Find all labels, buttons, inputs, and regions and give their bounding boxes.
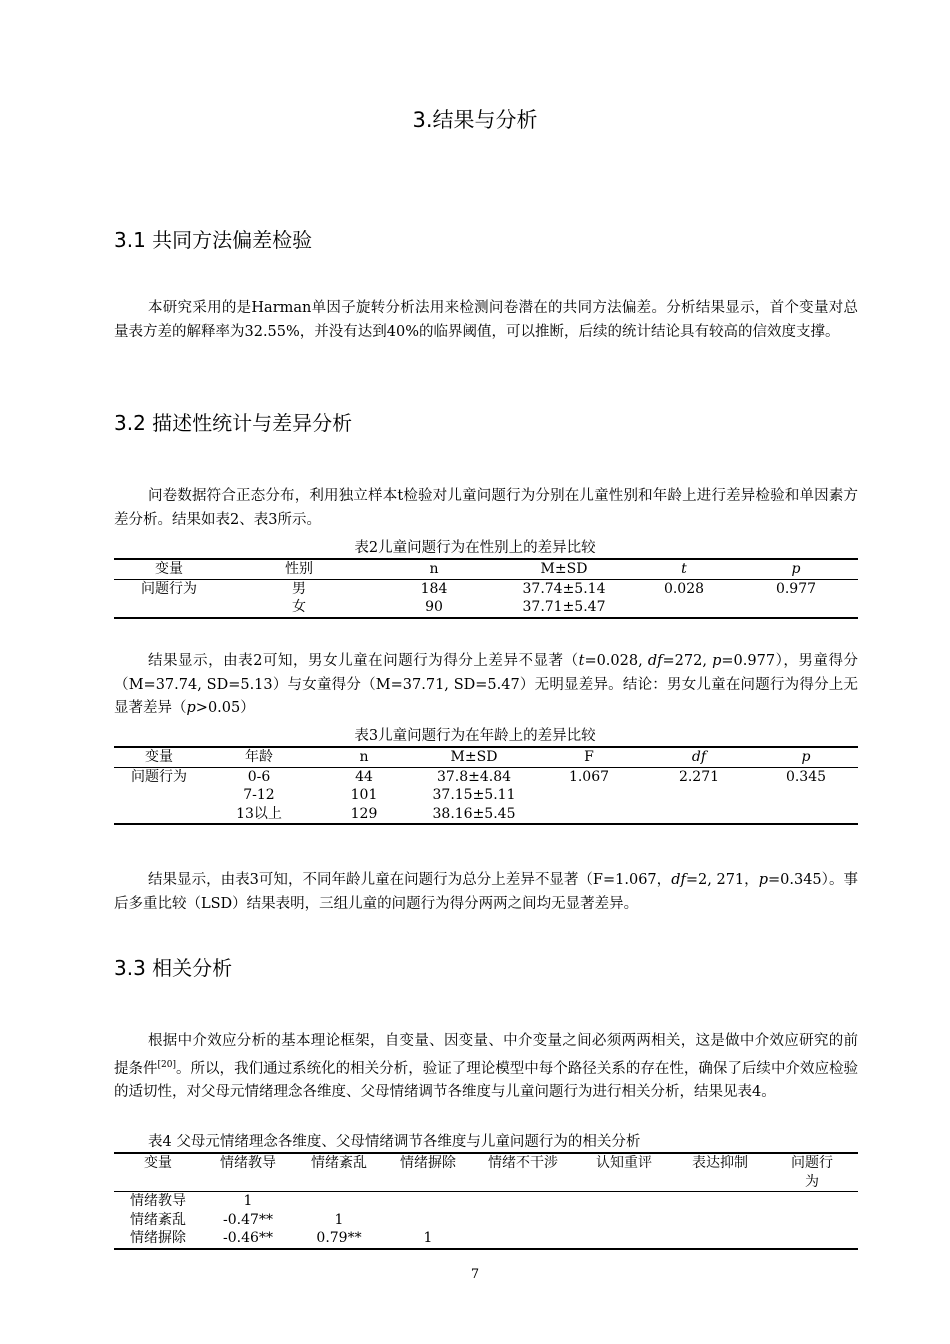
text-span: t [578,653,585,669]
table-cell [674,1229,766,1249]
table4-caption: 表4 父母元情绪理念各维度、父母情绪调节各维度与儿童问题行为的相关分析 [148,1134,641,1150]
text-span: p [186,700,196,716]
table-cell: 7-12 [243,787,275,803]
table-row [114,805,858,825]
table4-header-reappraisal: 认知重评 [574,1153,674,1192]
table-cell: 情绪摒除 [114,1229,202,1249]
paragraph-correlation [114,1030,858,1104]
table3-header-msd: M±SD [414,747,534,767]
table4-header-emotion-coaching: 情绪教导 [202,1153,294,1192]
text-span: df [671,872,686,888]
table4-header-variable: 变量 [114,1153,202,1192]
table2-header-t: t [634,559,734,579]
heading-3-3: 3.3 相关分析 [114,956,233,980]
table2-header-variable: 变量 [114,559,224,579]
table-cell [472,1229,574,1249]
table-cell: 2.271 [678,768,720,785]
text-span: 根据中介效应分析的基本理论框架，自变量、因变量、中介变量之间必须两两相关，这是做中介效应研究的前提条件 [114,1033,858,1077]
table2-header-n: n [374,559,494,579]
table-cell [574,1211,674,1230]
table-cell: 0.028 [663,580,705,597]
table-cell [674,1192,766,1211]
table-cell [754,786,858,805]
table2-header-p: p [734,559,858,579]
table-cell [114,805,204,825]
table-cell: 女 [224,598,374,618]
table-row [114,767,858,786]
table3 [114,746,858,825]
text-span: 结果显示，由表2可知，男女儿童在问题行为得分上差异不显著（ [148,653,579,669]
table-cell [574,1192,674,1211]
table-cell [114,598,224,618]
table-cell: 44 [355,768,373,785]
text-span: =0.977），男童得分（M=37.74, SD=5.13）与女童得分（M=37.71, SD=5.47）无明显差异。结论：男女儿童在问题行为得分上无显著差异（ [114,653,858,716]
table-cell [674,1211,766,1230]
text-span: p [758,872,768,888]
table4-header-non-interference: 情绪不干涉 [472,1153,574,1192]
table-cell [766,1211,858,1230]
text-span: =0.345）。事后多重比较（LSD）结果表明，三组儿童的问题行为得分两两之间均无显著差异。 [114,872,858,912]
text-span: =0.028, [584,653,648,669]
table4-header-suppression: 表达抑制 [674,1153,766,1192]
table-cell [472,1192,574,1211]
table-cell: 37.15±5.11 [432,787,516,803]
heading-3-1: 3.1 共同方法偏差检验 [114,228,313,252]
paragraph-method-bias: 本研究采用的是Harman单因子旋转分析法用来检测问卷潜在的共同方法偏差。分析结果显示，首个变量对总量表方差的解释率为32.55%，并没有达到40%的临界阈值，可以推断，后续的统计结论具有较高的信效度支撑。 [114,300,858,340]
table-cell: 37.8±4.84 [436,768,512,785]
table-cell [644,786,754,805]
table-cell: -0.47** [223,1211,273,1228]
paragraph-table2-result [114,650,858,721]
table-cell [294,1192,384,1211]
paragraph-table3-result [114,869,858,916]
citation-ref: [20] [157,1059,177,1070]
table4-header-emotion-dismissing: 情绪摒除 [384,1153,472,1192]
table4-header-emotion-disorder: 情绪紊乱 [294,1153,384,1192]
table-row [114,1229,858,1249]
table-cell [384,1211,472,1230]
table-cell [574,1229,674,1249]
table3-header-variable: 变量 [114,747,204,767]
table-cell: 129 [314,805,414,825]
table-cell: 0.345 [785,768,827,785]
table-cell: 男 [292,580,306,597]
table-cell: 101 [350,787,378,803]
table-cell: -0.46** [202,1229,294,1249]
table3-caption: 表3儿童问题行为在年龄上的差异比较 [354,728,596,744]
table-cell: 0.79** [294,1229,384,1249]
text-span: p [712,653,722,669]
table-cell: 情绪紊乱 [130,1211,186,1228]
table-cell: 90 [374,598,494,618]
heading-3-2: 3.2 描述性统计与差异分析 [114,411,353,435]
table-cell [734,598,858,618]
table3-header-p: p [754,747,858,767]
table-cell [384,1192,472,1211]
text-span: =2, 271， [685,872,759,888]
table-cell: 0.977 [775,580,817,597]
table-cell: 问题行为 [141,580,197,597]
table-cell [766,1192,858,1211]
table-row [114,786,858,805]
table-cell [766,1229,858,1249]
text-span: 结果显示，由表3可知，不同年龄儿童在问题行为总分上差异不显著（F=1.067， [148,872,672,888]
table-row [114,598,858,618]
table3-header-age: 年龄 [204,747,314,767]
table3-header-f: F [534,747,644,767]
table-cell [534,805,644,825]
page-number: 7 [470,1267,480,1282]
table-cell: 情绪教导 [130,1193,186,1209]
table-cell: 38.16±5.45 [414,805,534,825]
table-cell [534,786,644,805]
table-cell: 1 [243,1193,253,1209]
table-cell: 0-6 [247,768,271,785]
table-cell: 问题行为 [131,768,187,785]
table-row [114,1192,858,1211]
text-span: 。所以，我们通过系统化的相关分析，验证了理论模型中每个路径关系的存在性，确保了后续中介效应检验的适切性，对父母元情绪理念各维度、父母情绪调节各维度与儿童问题行为进行相关分析，结果见表4。 [114,1060,858,1100]
table-cell: 37.74±5.14 [522,580,606,597]
table4-header-problem-behavior: 问题行为 [766,1153,858,1192]
table-cell [114,786,204,805]
text-span: >0.05） [195,700,255,716]
table3-header-n: n [314,747,414,767]
table3-header-df: df [644,747,754,767]
table2-header-msd: M±SD [494,559,634,579]
table2-caption: 表2儿童问题行为在性别上的差异比较 [354,540,596,556]
table-row [114,579,858,598]
table-cell [472,1211,574,1230]
table-cell [634,598,734,618]
section-title: 3.结果与分析 [412,108,538,132]
table2-header-gender: 性别 [224,559,374,579]
table-cell [644,805,754,825]
table4 [114,1152,858,1250]
table-cell: 184 [420,580,448,597]
paragraph-descriptive: 问卷数据符合正态分布，利用独立样本t检验对儿童问题行为分别在儿童性别和年龄上进行差异检验和单因素方差分析。结果如表2、表3所示。 [114,488,858,528]
table-cell [754,805,858,825]
text-span: df [647,653,663,669]
table-cell: 13以上 [204,805,314,825]
table-cell: 1 [384,1229,472,1249]
table-cell: 1 [334,1211,344,1228]
text-span: =272, [662,653,713,669]
table-cell: 37.71±5.47 [494,598,634,618]
table-row [114,1211,858,1230]
table2 [114,558,858,619]
table-cell: 1.067 [568,768,610,785]
